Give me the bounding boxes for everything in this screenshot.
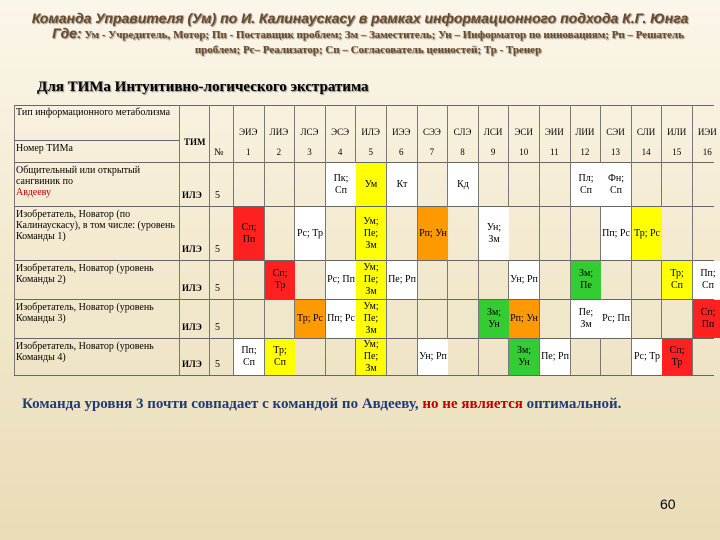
column-header-number: 1 <box>246 147 251 157</box>
row-label <box>16 263 176 285</box>
row-number: 5 <box>215 359 220 370</box>
role-cell: Ум; Пе; Зм <box>356 207 386 260</box>
column-divider <box>539 105 540 375</box>
subtitle: Для ТИМа Интуитивно-логического экстратима <box>37 79 369 95</box>
row-label <box>16 165 176 198</box>
role-cell: Пе; Рп <box>540 339 570 375</box>
column-header-number: 12 <box>580 147 590 157</box>
corner-type-label: Тип информационного метаболизма <box>16 107 171 118</box>
header-roles <box>38 26 698 58</box>
column-header-code: СЛИ <box>636 127 656 137</box>
column-header-code: ЭСЭ <box>331 127 350 137</box>
column-header-code: ЭИЭ <box>239 127 258 137</box>
column-header-code: ИЛИ <box>667 127 687 137</box>
row-divider <box>14 140 179 141</box>
role-cell: Ум; Пе; Зм <box>356 339 386 375</box>
role-cell: Кт <box>387 163 417 206</box>
role-cell: Рс; Пп <box>326 261 356 299</box>
row-label <box>16 302 176 324</box>
header-roles-text: Ум - Учредитель, Мотор; Пп - Поставщик проблем; Зм – Заместитель; Ун – Информатор по инновациям; Рп – Решатель проблем; Рс– Реализатор; Сп – Согласователь ценностей; Тр - Тренер <box>84 29 684 56</box>
conclusion-main: Команда уровня 3 почти совпадает с командой по Авдееву, <box>22 396 419 412</box>
column-header-code: ИЛЭ <box>361 127 380 137</box>
role-cell: Пп; Рс <box>601 207 631 260</box>
role-cell: Кд <box>448 163 478 206</box>
role-cell: Рп; Ун <box>418 207 448 260</box>
column-header-code: СЭЭ <box>422 127 441 137</box>
column-header-number: 8 <box>460 147 465 157</box>
row-number: 5 <box>215 190 220 201</box>
row-number: 5 <box>215 283 220 294</box>
column-header-code: СЭИ <box>606 127 625 137</box>
row-divider <box>14 105 714 106</box>
column-header-code: ЭИИ <box>544 127 564 137</box>
role-cell: Тр; Сп <box>265 339 295 375</box>
role-cell: Рс; Тр <box>632 339 662 375</box>
row-number: 5 <box>215 244 220 255</box>
role-cell: Ум; Пе; Зм <box>356 300 386 338</box>
row-label-text: Изобретатель, Новатор (уровень Команды 3) <box>16 302 154 324</box>
column-header-number: 14 <box>641 147 651 157</box>
row-label-text: Изобретатель, Новатор (уровень Команды 4) <box>16 341 154 363</box>
column-header-number: 6 <box>399 147 404 157</box>
row-label <box>16 341 176 363</box>
role-cell: Сп; Пп <box>693 300 720 338</box>
role-cell: Тр; Сп <box>662 261 692 299</box>
role-cell: Ун; Рп <box>418 339 448 375</box>
row-divider <box>14 375 714 376</box>
row-label-text: Изобретатель, Новатор (уровень Команды 2) <box>16 263 154 285</box>
role-cell: Пп; Сп <box>693 261 720 299</box>
row-label-text: Общительный или открытый сангвиник по <box>16 165 141 187</box>
column-header-code: ЛСИ <box>483 127 503 137</box>
role-cell: Пк; Сп <box>326 163 356 206</box>
conclusion-text <box>22 394 662 415</box>
column-divider <box>14 105 15 375</box>
column-header-number: 9 <box>490 147 496 157</box>
column-header-code: ЛИЭ <box>269 127 289 137</box>
row-tim: ИЛЭ <box>182 283 202 293</box>
column-divider <box>179 105 180 375</box>
row-label-text: Изобретатель, Новатор (по Калинаускасу), в том числе: (уровень Команды 1) <box>16 209 175 242</box>
row-label <box>16 209 176 242</box>
header-title: Команда Управителя (Ум) по И. Калинаускасу в рамках информационного подхода К.Г. Юнга <box>31 10 689 26</box>
conclusion-warning: но не является <box>422 396 523 412</box>
column-header-code: СЛЭ <box>453 127 472 137</box>
role-cell: Ум; Пе; Зм <box>356 261 386 299</box>
role-cell: Сп; Тр <box>265 261 295 299</box>
column-header-number: 11 <box>549 147 559 157</box>
column-header-code: ЛСЭ <box>300 127 319 137</box>
column-header-number: 7 <box>429 147 435 157</box>
role-cell: Фн; Сп <box>601 163 631 206</box>
role-cell: Пе; Рп <box>387 261 417 299</box>
role-cell: Тр; Рс <box>632 207 662 260</box>
role-cell: Пе; Зм <box>571 300 601 338</box>
role-cell: Зм; Пе <box>571 261 601 299</box>
role-cell: Ум <box>356 163 386 206</box>
role-cell: Сп; Пп <box>234 207 264 260</box>
column-header-number: 4 <box>337 147 343 157</box>
column-header-number: 10 <box>519 147 529 157</box>
column-header-code: ЭСИ <box>514 127 533 137</box>
column-header-number: 2 <box>276 147 282 157</box>
role-cell: Зм; Ун <box>509 339 539 375</box>
header-lead: Где: <box>52 25 82 41</box>
role-cell: Зм; Ун <box>479 300 509 338</box>
page-number: 60 <box>660 496 676 512</box>
corner-number-label: Номер ТИМа <box>16 143 73 154</box>
row-tim: ИЛЭ <box>182 322 202 332</box>
column-header-number: 16 <box>702 147 712 157</box>
column-divider <box>386 105 387 375</box>
conclusion-end: оптимальной. <box>526 396 622 412</box>
row-tim: ИЛЭ <box>182 359 202 369</box>
role-cell: Рп; Ун <box>509 300 539 338</box>
role-cell: Ун; Зм <box>479 207 509 260</box>
row-tim: ИЛЭ <box>182 190 202 200</box>
column-divider <box>209 105 210 375</box>
column-header-code: ИЭИ <box>697 127 717 137</box>
column-header-number: 13 <box>610 147 620 157</box>
column-divider <box>264 105 265 375</box>
role-cell: Ун; Рп <box>509 261 539 299</box>
role-cell: Рс; Пп <box>601 300 631 338</box>
row-number: 5 <box>215 322 220 333</box>
num-header: № <box>214 147 224 158</box>
role-cell: Пп; Рс <box>326 300 356 338</box>
column-header-number: 5 <box>368 147 373 157</box>
role-cell: Пп; Сп <box>234 339 264 375</box>
row-tim: ИЛЭ <box>182 244 202 254</box>
column-header-number: 15 <box>672 147 682 157</box>
team-table <box>14 105 717 375</box>
role-cell: Сп; Тр <box>662 339 692 375</box>
role-cell: Рс; Тр <box>295 207 325 260</box>
role-cell: Тр; Рс <box>295 300 325 338</box>
role-cell: Пл; Сп <box>571 163 601 206</box>
row-label-highlight: Авдееву <box>16 187 52 198</box>
tim-header: ТИМ <box>184 137 206 147</box>
column-header-number: 3 <box>307 147 312 157</box>
column-header-code: ЛИИ <box>575 127 595 137</box>
column-header-code: ИЭЭ <box>392 127 411 137</box>
